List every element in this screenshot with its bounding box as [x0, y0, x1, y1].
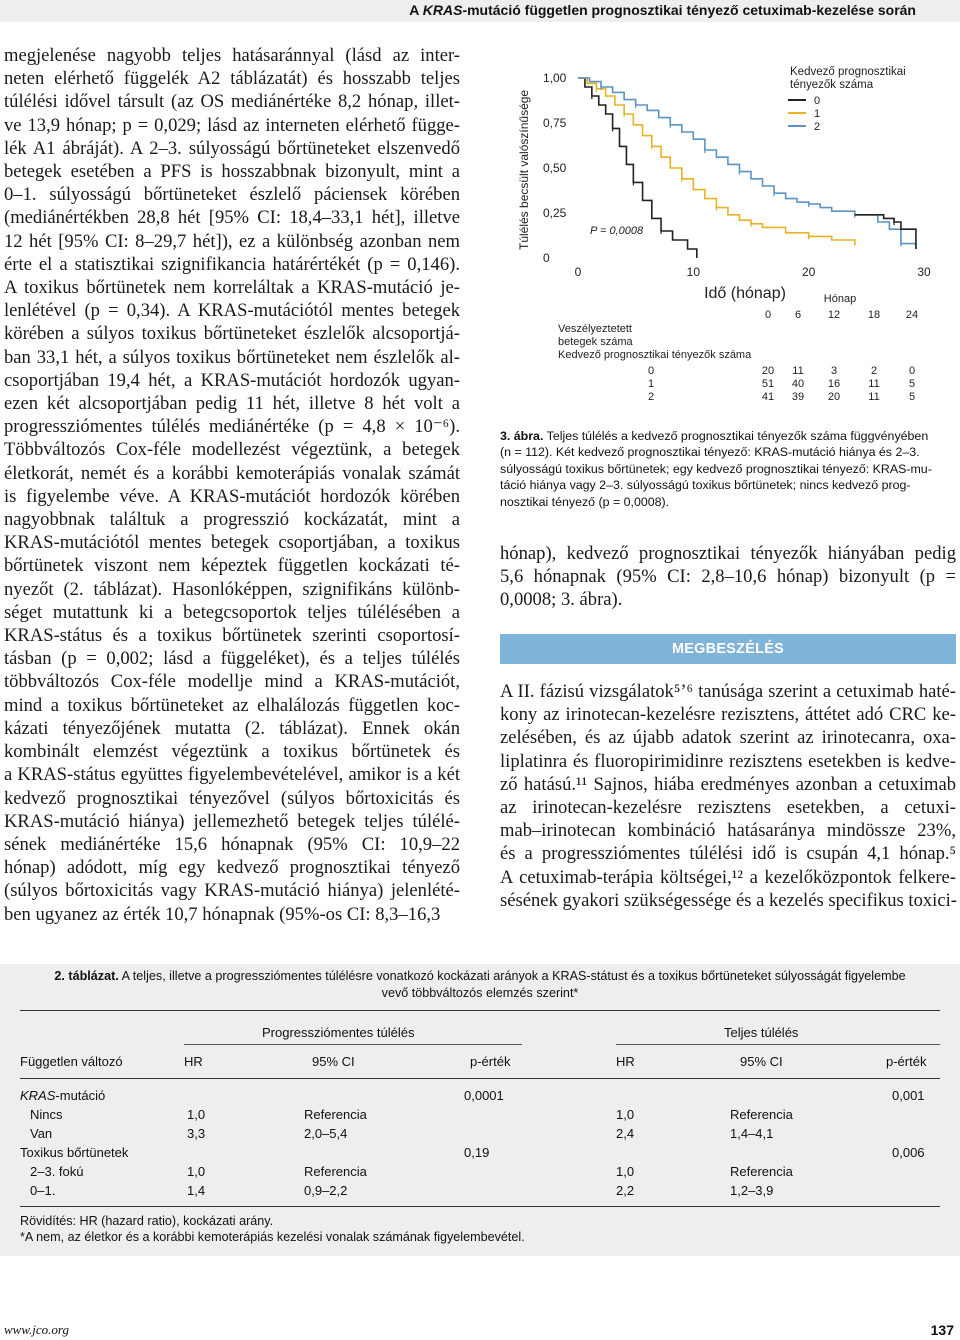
table-rule-head: [20, 1078, 940, 1079]
left-column-line: mind a toxikus bőrtüneteket az elhalálozás független koc-: [4, 694, 460, 716]
figure-caption-line: nosztikai tényező (p = 0,0008).: [500, 494, 670, 509]
table-rule-top: [20, 1010, 940, 1011]
risk-row-label: Veszélyeztetett: [558, 323, 632, 335]
table-2: [0, 964, 960, 1256]
table-cell: 0,006: [892, 1145, 925, 1160]
table-row-label: Nincs: [30, 1107, 63, 1122]
table-cell: 1,0: [187, 1107, 206, 1122]
table-rule-bottom: [20, 1206, 940, 1207]
table-row-label: KRAS-mutáció: [20, 1088, 106, 1103]
table-caption-line1: A teljes, illetve a progressziómentes túlélésre vonatkozó kockázati arányok a KRAS-státust és a toxikus bőrtüneteket súlyosságát figyelembe: [118, 969, 906, 983]
table-column-header: HR: [184, 1054, 203, 1069]
right-column-line: mab–irinotecan kombináció hatásaránya mindössze 23%,: [500, 820, 956, 842]
left-column-line: nagyobbnak találtuk a progresszió kockázatát, mint a: [4, 509, 460, 531]
right-column-line: zelésében, és az újabb adatok szerint az irinotecanra, oxa-: [500, 727, 956, 749]
risk-count: 5: [908, 378, 916, 390]
risk-count: 41: [761, 391, 775, 403]
table-cell: 0,9–2,2: [304, 1183, 348, 1198]
y-axis-label: Túlélés becsült valószínűsége: [517, 89, 531, 250]
table-cell: 0,0001: [464, 1088, 504, 1103]
left-column-line: (súlyos bőrtoxicitás vagy KRAS-mutáció hiánya) jelenlété-: [4, 880, 460, 902]
left-column-line: séget mutattunk ki a betegcsoportok teljes túlélésében a: [4, 601, 460, 623]
table-row-label: Van: [30, 1126, 53, 1141]
y-tick-label: 0,25: [543, 206, 567, 220]
left-column-line: nyezőt (2. táblázat). Hasonlóképpen, szignifikáns különb-: [4, 578, 460, 600]
left-column-line: ve 13,9 hónap; p = 0,029; lásd az interneten elérhető függe-: [4, 114, 460, 136]
risk-month-tick: 24: [905, 309, 919, 321]
table-cell: 1,4: [187, 1183, 206, 1198]
right-column-line: liplatinra és fluoropirimidinre rezisztens esetekben is kedve-: [500, 750, 956, 772]
left-column-line: KRAS-státus és a toxikus bőrtünetek szerinti csoportosí-: [4, 625, 460, 647]
risk-count: 20: [761, 365, 775, 377]
right-column-line: sésének gyakori szükségessége és a kezelés specifikus toxici-: [500, 889, 957, 911]
table-cell: 2,0–5,4: [304, 1126, 348, 1141]
left-column-line: túlélési idővel társult (az OS mediánértéke 8,2 hónap, illet-: [4, 91, 460, 113]
km-curve-series-2: [578, 78, 916, 249]
table-column-header: 95% CI: [312, 1054, 355, 1069]
table-cell: 1,2–3,9: [730, 1183, 774, 1198]
table-footnote-star: *A nem, az életkor és a korábbi kemoterápiás kezelési vonalak számának figyelembevétel.: [20, 1230, 525, 1244]
figure-caption-line: 3. ábra. Teljes túlélés a kedvező prognosztikai tényezők száma függvényében: [500, 429, 929, 443]
risk-group-label: 2: [648, 391, 655, 403]
right-column-line: és a progressziómentes túlélési idő is csupán 4,1 hónap.⁵: [500, 843, 956, 865]
left-column-line: bőrtünetek viszont nem képeztek független kockázati té-: [4, 555, 460, 577]
left-column-line: progressziómentes túlélés mediánértéke (p = 4,8 × 10⁻⁶).: [4, 416, 460, 438]
risk-month-tick: 12: [827, 309, 841, 321]
left-column-line: életkorát, nemét és a korábbi kemoterápiás vonalak számát: [4, 462, 460, 484]
table-cell: 1,4–4,1: [730, 1126, 774, 1141]
left-column-line: ban 33,1 hét, a súlyos toxikus bőrtüneteket nem észlelők al-: [4, 346, 460, 368]
legend-label: 0: [814, 95, 821, 107]
left-column-line: érte el a statisztikai szignifikancia határértékét (p = 0,146).: [4, 253, 460, 275]
right-column-text-top: [500, 542, 956, 612]
left-column-line: körében a súlyos toxikus bőrtüneteket észlelők alcsoportjá-: [4, 323, 460, 345]
left-column-line: kedvező prognosztikai tényezővel (súlyos bőrtoxicitás és: [4, 787, 460, 809]
risk-count: 39: [791, 391, 805, 403]
footer-url: www.jco.org: [4, 1322, 70, 1337]
x-tick-label: 20: [801, 265, 816, 279]
risk-count: 3: [830, 365, 838, 377]
x-tick-label: 10: [686, 265, 701, 279]
risk-group-label: 0: [648, 365, 655, 377]
left-column-line: ben ugyanez az érték 10,7 hónapnak (95%-os CI: 8,3–16,3: [4, 903, 441, 925]
left-column-line: KRAS-mutáció hiánya) jellemezhető betegek teljes túlélé-: [4, 810, 460, 832]
left-column-line: lenlétével (p = 0,34). A KRAS-mutációtól mentes betegek: [4, 300, 460, 322]
left-column-line: is figyelembe véve. A KRAS-mutációt hordozók körében: [4, 485, 460, 507]
legend-title: Kedvező prognosztikai: [790, 66, 906, 78]
left-column-line: többváltozós Cox-féle modellje mind a KRAS-mutációt,: [4, 671, 460, 693]
table-caption-line2: vevő többváltozós elemzés szerint*: [381, 985, 579, 1000]
table-cell: 2,2: [616, 1183, 635, 1198]
table-row-label: Toxikus bőrtünetek: [20, 1145, 129, 1160]
table-background: [0, 964, 960, 1256]
left-column-line: megjelenése nagyobb teljes hatásaránnyal (lásd az inter-: [4, 45, 460, 66]
risk-count: 5: [908, 391, 916, 403]
risk-count: 16: [827, 378, 841, 390]
table-cell: Referencia: [730, 1107, 793, 1122]
right-column-text-bottom: [500, 680, 956, 912]
left-column-line: kombinált elemzést végeztünk a toxikus bőrtünetek és: [4, 741, 460, 763]
left-column-line: 0–1. súlyosságú bőrtüneteket észlelő páciensek körében: [4, 184, 460, 206]
table-cell: Referencia: [304, 1164, 367, 1179]
left-column-line: (mediánértékben 28,8 hét [95% CI: 18,4–33,1 hét], illetve: [4, 207, 460, 229]
running-head: [0, 0, 960, 22]
table-column-header: HR: [616, 1054, 635, 1069]
y-tick-label: 0,75: [543, 116, 567, 130]
x-tick-label: 0: [574, 265, 582, 279]
table-cell: 1,0: [616, 1107, 635, 1122]
right-column-line: 0,0008; 3. ábra).: [500, 589, 623, 611]
left-column-line: 12 hét [95% CI: 8–29,7 hét]), ez a különbség azonban nem: [4, 230, 460, 252]
left-column-line: kázati tényezőjének mutatta (2. táblázat). Ennek okán: [4, 717, 460, 739]
figure-caption-line: (n = 112). Két kedvező prognosztikai tényező: KRAS-mutáció hiánya és 2–3.: [500, 445, 920, 460]
risk-month-tick: 0: [764, 309, 772, 321]
right-column-line: 5,6 hónapnak (95% CI: 2,8–10,6 hónap) bizonyult (p =: [500, 566, 956, 588]
group-header-os: Teljes túlélés: [724, 1025, 799, 1040]
table-cell: Referencia: [304, 1107, 367, 1122]
figure-caption-line: súlyosságú toxikus bőrtünetek; egy kedvező prognosztikai tényező: KRAS-mu-: [500, 461, 932, 476]
risk-count: 20: [827, 391, 841, 403]
table-cell: Referencia: [730, 1164, 793, 1179]
left-column-line: betegek esetében a PFS is hosszabbnak bizonyult, mint a: [4, 161, 460, 183]
left-column-text: [4, 44, 460, 926]
risk-row-label: betegek száma: [558, 336, 633, 348]
left-column-line: hónap) adódott, míg egy kedvező prognosztikai tényező: [4, 857, 460, 879]
left-column-line: sének mediánértéke 15,6 hónapnak (95% CI: 10,9–22: [4, 833, 460, 855]
left-column-line: csoportjában 19,4 hét, a KRAS-mutációt hordozók ugyan-: [4, 369, 460, 391]
right-column-line: A cetuximab-terápia költségei,¹² a kezelőközpontok felkere-: [500, 866, 956, 888]
risk-month-tick: 6: [794, 309, 802, 321]
right-column-line: hónap), kedvező prognosztikai tényezők hiányában pedig: [500, 543, 956, 564]
risk-months-label: Hónap: [823, 293, 857, 305]
right-column-line: az irinotecan-kezelésre rezisztens esetekben, a cetuxi-: [500, 797, 956, 819]
left-column-line: Többváltozós Cox-féle modellezést végeztünk, a betegek: [4, 439, 460, 461]
table-cell: 2,4: [616, 1126, 635, 1141]
risk-count: 11: [868, 391, 880, 403]
table-caption: 2. táblázat. A teljes, illetve a progressziómentes túlélésre vonatkozó kockázati arányok a KRAS-státust és a toxikus bőrtüneteket súlyosságát figyelembe vevő többváltozós elemzés szerint*: [0, 968, 960, 1002]
left-column-line: A toxikus bőrtünetek nem korreláltak a KRAS-mutáció je-: [4, 277, 460, 299]
left-column-line: lék A1 ábráját). A 2–3. súlyosságú bőrtüneteket elszenvedő: [4, 137, 460, 159]
left-column-line: tásban (p = 0,002; lásd a függeléket), és a teljes túlélés: [4, 648, 460, 670]
risk-count: 51: [761, 378, 775, 390]
right-column-line: ző hatású.¹¹ Sajnos, hiába eredményes azonban a cetuximab: [500, 773, 956, 795]
table-column-header: p-érték: [470, 1054, 511, 1069]
y-tick-label: 0: [543, 251, 550, 265]
right-column-line: kony az irinotecan-kezelésre rezisztens, áttétet adó CRC ke-: [500, 704, 956, 726]
table-row-label: 0–1.: [30, 1183, 56, 1198]
table-row-label: 2–3. fokú: [30, 1164, 84, 1179]
running-head-title: A KRAS-mutáció független prognosztikai tényező cetuximab-kezelése során: [409, 2, 916, 18]
legend-label: 1: [814, 108, 821, 120]
table-column-header: 95% CI: [740, 1054, 783, 1069]
left-column-line: neten elérhető függelék A2 táblázatát) és hosszabb teljes: [4, 68, 460, 90]
group-rule-pfs: [184, 1044, 522, 1045]
figure-3: [498, 44, 958, 416]
right-column-line: A II. fázisú vizsgálatok⁵ʼ⁶ tanúsága szerint a cetuximab haté-: [500, 681, 956, 702]
risk-sub-label: Kedvező prognosztikai tényezők száma: [558, 349, 752, 361]
risk-group-label: 1: [648, 378, 655, 390]
legend-title: tényezők száma: [790, 79, 874, 91]
figure-caption-label: 3. ábra.: [500, 429, 544, 443]
group-rule-os: [616, 1044, 940, 1045]
table-column-header: p-érték: [886, 1054, 927, 1069]
risk-count: 11: [792, 365, 804, 377]
left-column-line: KRAS-mutációtól mentes betegek csoportjában, a toxikus: [4, 532, 460, 554]
figure-caption-line: táció hiánya vagy 2–3. súlyosságú toxikus bőrtünetek; nincs kedvező prog-: [500, 478, 911, 493]
table-cell: 1,0: [187, 1164, 206, 1179]
group-header-pfs: Progressziómentes túlélés: [262, 1025, 415, 1040]
left-column-line: ezen két alcsoportjában pedig 11 hét, illetve 8 hét volt a: [4, 393, 460, 415]
risk-count: 11: [868, 378, 880, 390]
table-column-header: Független változó: [20, 1054, 123, 1069]
figure-caption: [500, 428, 956, 510]
x-axis-label: Idő (hónap): [704, 285, 786, 302]
section-heading: MEGBESZÉLÉS: [500, 634, 956, 664]
left-column-line: a KRAS-státus együttes figyelembevételével, amikor is a két: [4, 764, 460, 786]
table-cell: 1,0: [616, 1164, 635, 1179]
table-footnote-abbrev: Rövidítés: HR (hazard ratio), kockázati arány.: [20, 1214, 274, 1228]
page-number: 137: [930, 1322, 954, 1338]
risk-count: 2: [870, 365, 878, 377]
legend-label: 2: [814, 121, 821, 133]
table-cell: 3,3: [187, 1126, 206, 1141]
table-cell: 0,001: [892, 1088, 925, 1103]
km-chart: [498, 44, 958, 416]
y-tick-label: 0,50: [543, 161, 567, 175]
y-tick-label: 1,00: [543, 71, 567, 85]
p-value-annotation: P = 0,0008: [590, 225, 644, 237]
x-tick-label: 30: [917, 265, 931, 279]
risk-count: 40: [791, 378, 805, 390]
table-cell: 0,19: [464, 1145, 490, 1160]
risk-count: 0: [908, 365, 916, 377]
risk-month-tick: 18: [867, 309, 881, 321]
